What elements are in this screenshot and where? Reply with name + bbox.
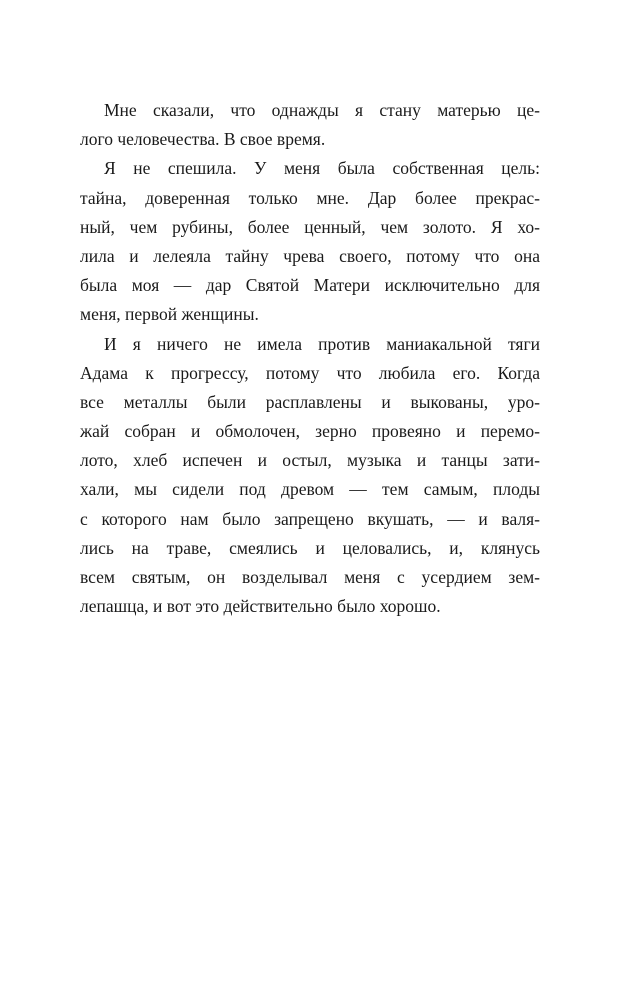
text-line: тайна, доверенная только мне. Дар более прекрас- (80, 187, 540, 208)
paragraph-1 (80, 96, 540, 154)
text-line: все металлы были расплавлены и выкованы, уро- (80, 391, 540, 412)
text-line: была моя — дар Святой Матери исключительно для (80, 275, 540, 296)
text-line: И я ничего не имела против маниакальной тяги (104, 333, 540, 354)
text-line: лепашца, и вот это действительно было хорошо. (80, 596, 441, 617)
text-line: Мне сказали, что однажды я стану матерью це- (104, 100, 540, 120)
text-line: хали, мы сидели под древом — тем самым, плоды (80, 479, 540, 500)
text-line: лого человечества. В свое время. (80, 129, 326, 150)
text-line: всем святым, он возделывал меня с усердием зем- (80, 567, 540, 587)
paragraph-2 (80, 154, 540, 329)
paragraph-3 (80, 330, 540, 622)
text-line: меня, первой женщины. (80, 304, 259, 325)
text-line: ный, чем рубины, более ценный, чем золото. Я хо- (80, 216, 540, 237)
text-line: лись на траве, смеялись и целовались, и, клянусь (80, 537, 540, 558)
book-page-body (80, 96, 540, 621)
text-line: с которого нам было запрещено вкушать, — и валя- (80, 508, 540, 529)
text-line: Адама к прогрессу, потому что любила его. Когда (80, 362, 540, 383)
text-line: лото, хлеб испечен и остыл, музыка и танцы зати- (80, 450, 540, 471)
text-line: жай собран и обмолочен, зерно провеяно и перемо- (80, 421, 540, 442)
text-line: лила и лелеяла тайну чрева своего, потому что она (80, 245, 540, 266)
text-line: Я не спешила. У меня была собственная цель: (104, 158, 540, 179)
